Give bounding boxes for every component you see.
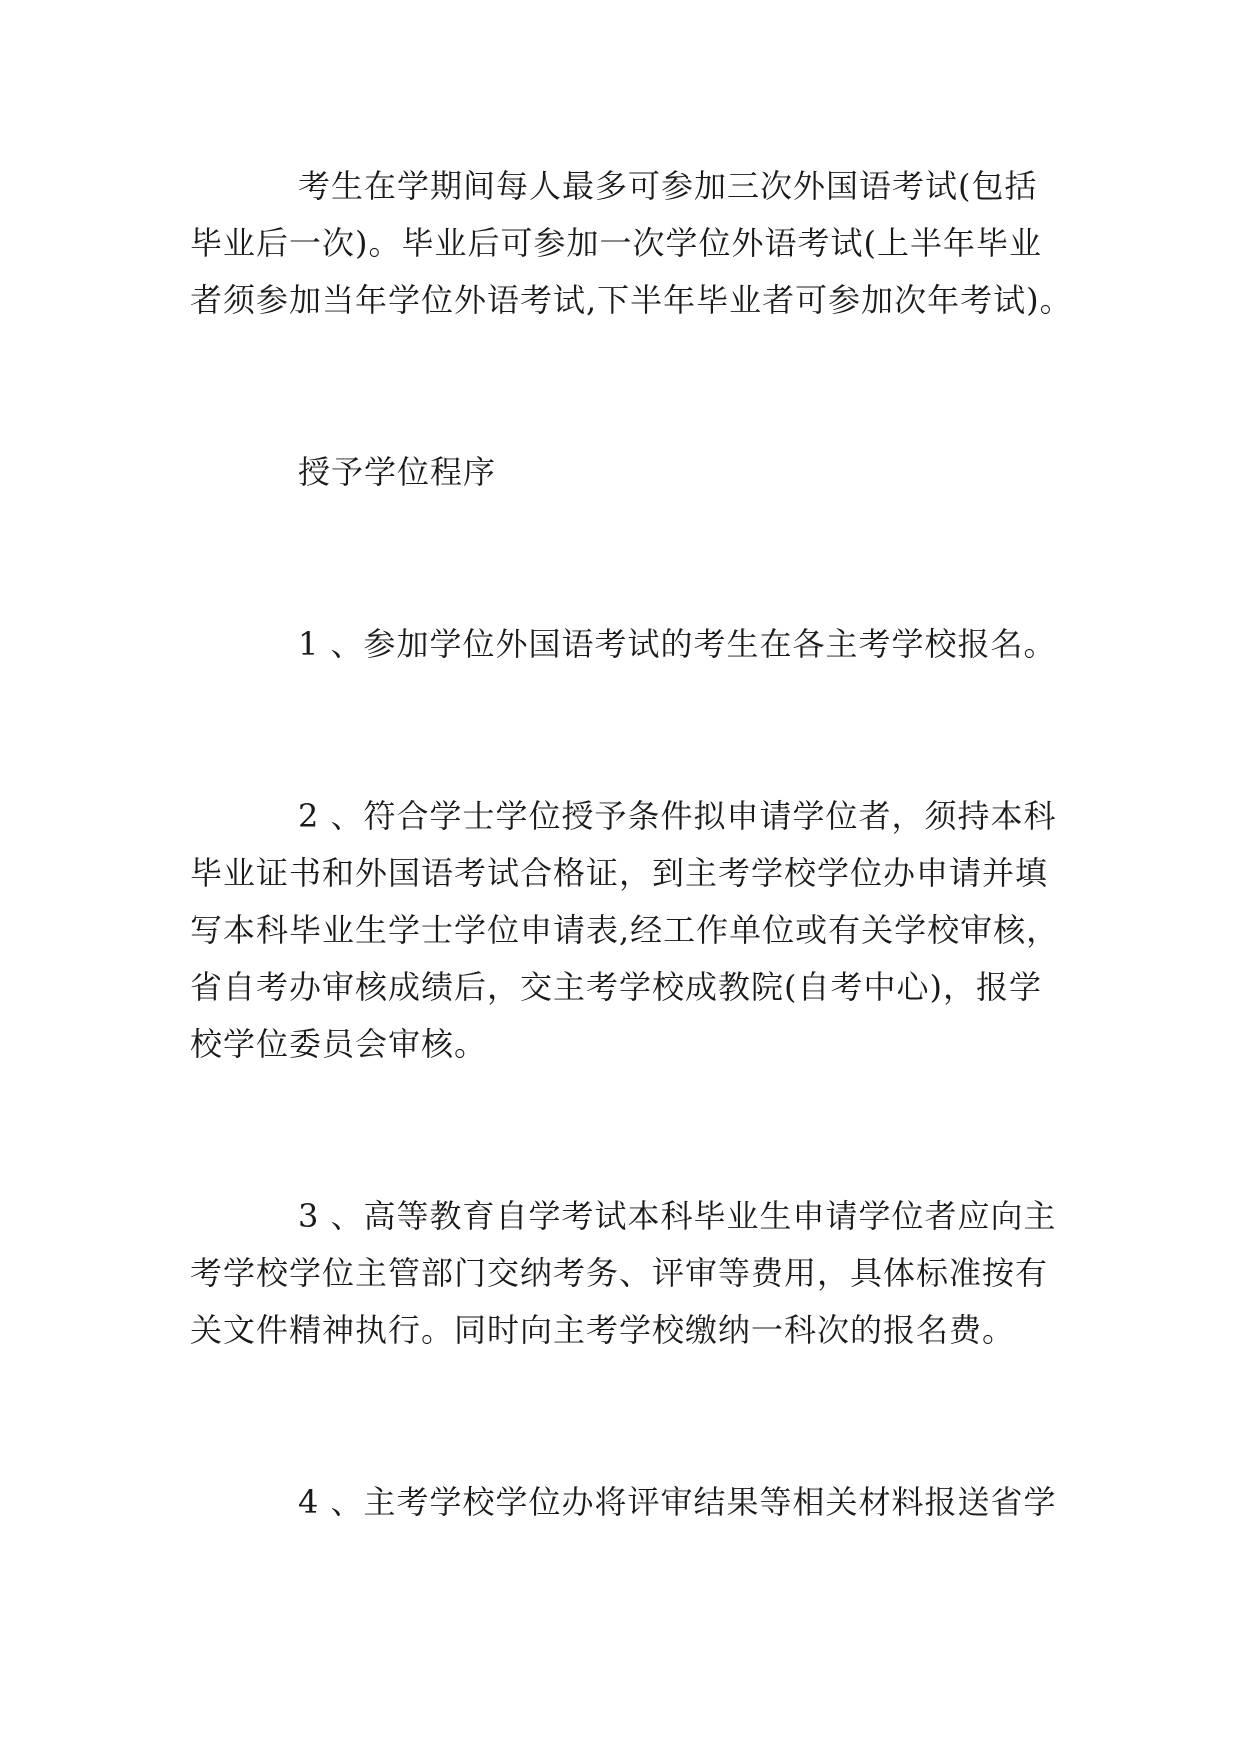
paragraph-line: 考生在学期间每人最多可参加三次外国语考试(包括	[298, 167, 1038, 205]
list-item-line: 2 、符合学士学位授予条件拟申请学位者，须持本科	[298, 797, 1057, 835]
list-item-line: 关文件精神执行。同时向主考学校缴纳一科次的报名费。	[190, 1311, 1016, 1349]
paragraph-line: 毕业后一次)。毕业后可参加一次学位外语考试(上半年毕业	[190, 224, 1042, 262]
list-item-line: 4 、主考学校学位办将评审结果等相关材料报送省学	[298, 1483, 1057, 1521]
section-heading: 授予学位程序	[298, 453, 497, 491]
list-item-line: 1 、参加学位外国语考试的考生在各主考学校报名。	[298, 625, 1057, 663]
list-item-line: 3 、高等教育自学考试本科毕业生申请学位者应向主	[298, 1197, 1057, 1235]
list-item-line: 考学校学位主管部门交纳考务、评审等费用，具体标准按有	[190, 1254, 1049, 1292]
list-item-line: 写本科毕业生学士学位申请表,经工作单位或有关学校审核，	[190, 911, 1060, 949]
list-item-line: 省自考办审核成绩后，交主考学校成教院(自考中心)，报学	[190, 968, 1042, 1006]
paragraph-line: 者须参加当年学位外语考试,下半年毕业者可参加次年考试)。	[190, 281, 1073, 319]
list-item-line: 校学位委员会审核。	[190, 1025, 488, 1063]
list-item-line: 毕业证书和外国语考试合格证，到主考学校学位办申请并填	[190, 854, 1049, 892]
